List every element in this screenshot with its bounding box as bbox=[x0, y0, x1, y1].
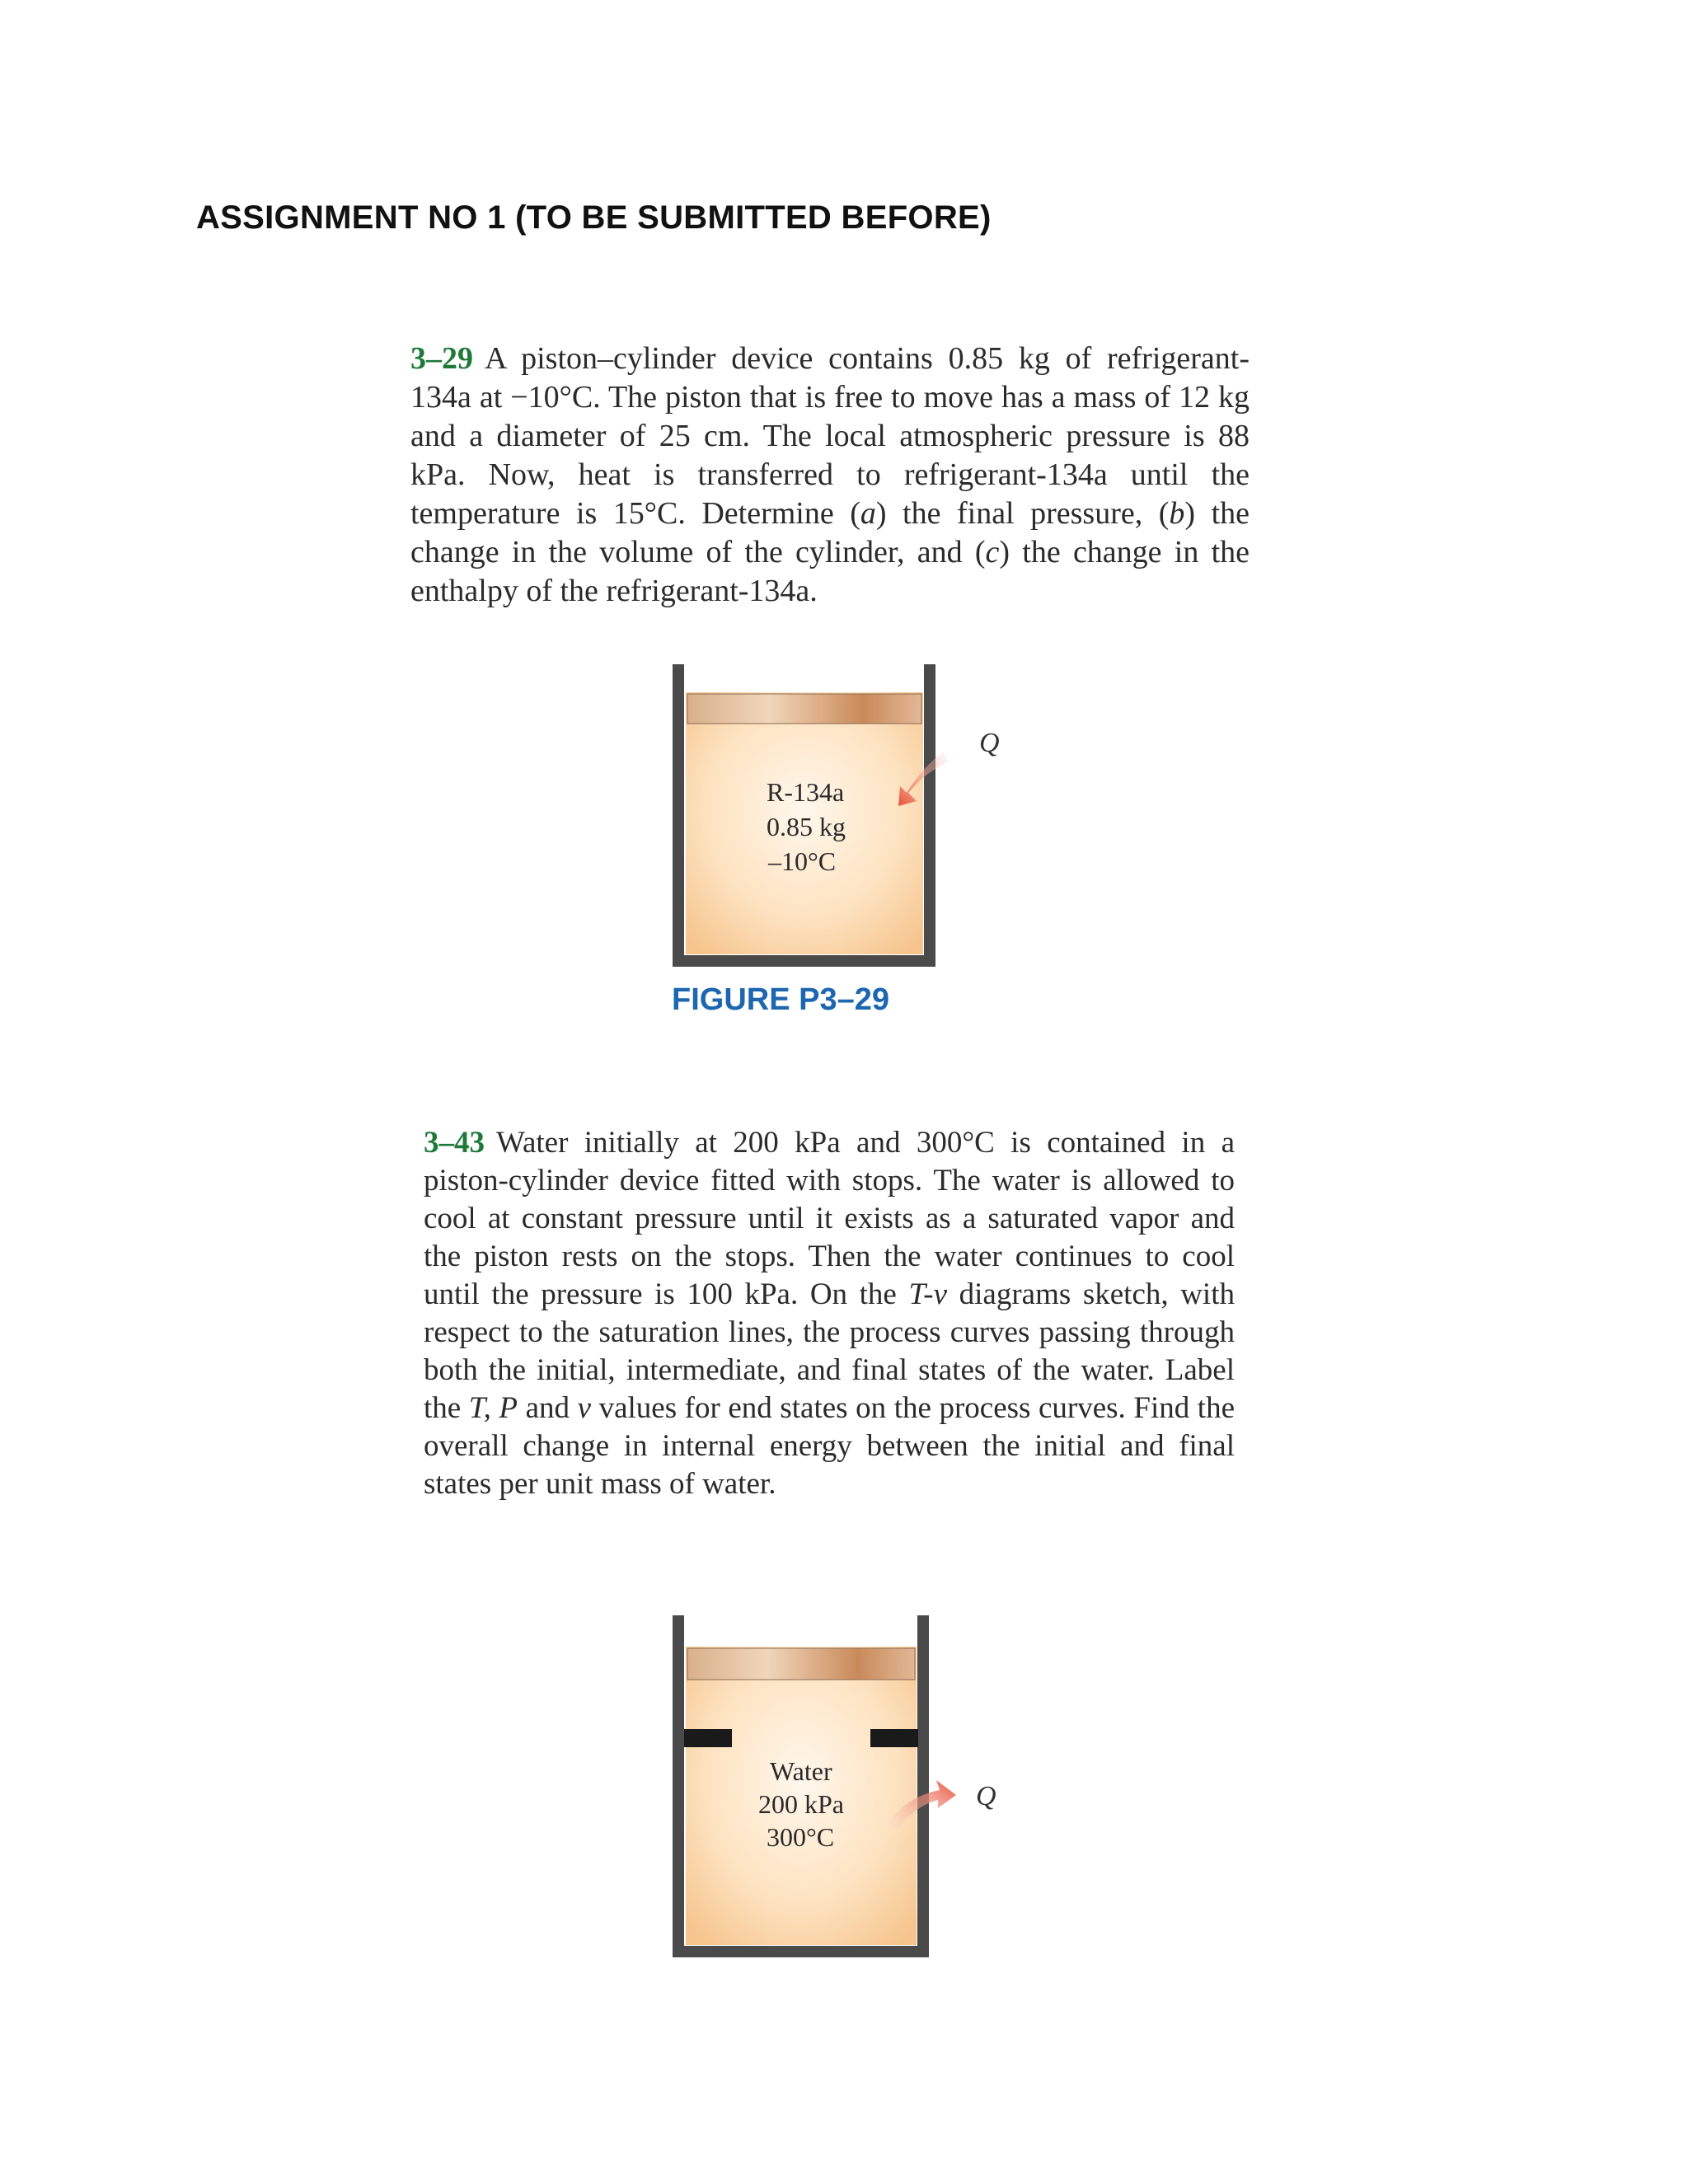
tp-label: T, P bbox=[468, 1391, 518, 1425]
heat-label: Q bbox=[976, 1781, 996, 1811]
problem-text: values for end states on the process curves. Find the overall change in internal energy between the initial and final states per unit mass of water. bbox=[424, 1391, 1235, 1501]
fluid-temperature: 300°C bbox=[767, 1822, 835, 1852]
fluid-name: R-134a bbox=[767, 777, 845, 807]
problem-3-43 bbox=[424, 1124, 1235, 1503]
problem-text: ) the final pressure, ( bbox=[875, 496, 1170, 531]
figure-p3-29 bbox=[678, 664, 1000, 961]
piston bbox=[687, 694, 921, 724]
assignment-heading: ASSIGNMENT NO 1 (TO BE SUBMITTED BEFORE) bbox=[196, 199, 992, 236]
problem-text: A piston–cylinder device contains 0.85 kg of refrigerant-134a at −10°C. The piston that is free to move has a mass of 12 kg and a diameter of 25 cm. The local atmospheric pressure is 88 kPa. Now, heat is transferred to refrigerant-134a until the temperature is 15°C. Determine ( bbox=[410, 341, 1250, 531]
problem-number: 3–29 bbox=[410, 341, 473, 376]
fluid-mass: 0.85 kg bbox=[767, 812, 846, 841]
part-b: b bbox=[1169, 496, 1185, 531]
figure-caption: FIGURE P3–29 bbox=[672, 982, 889, 1017]
part-a: a bbox=[860, 496, 876, 531]
stop-left bbox=[684, 1729, 732, 1747]
tv-diagram-label: T-v bbox=[908, 1277, 948, 1311]
fluid-pressure: 200 kPa bbox=[758, 1789, 844, 1819]
problem-text: diagrams sketch, with respect to the saturation lines, the process curves passing through both the initial, intermediate, and final states of the water. Label the bbox=[424, 1277, 1235, 1425]
problem-text: and bbox=[518, 1391, 578, 1425]
figure-p3-43 bbox=[678, 1615, 996, 1952]
piston bbox=[687, 1648, 915, 1680]
v-label: v bbox=[577, 1391, 592, 1425]
part-c: c bbox=[985, 535, 1000, 569]
stop-right bbox=[870, 1729, 918, 1747]
fluid-name: Water bbox=[770, 1756, 832, 1786]
problem-text: Water initially at 200 kPa and 300°C is contained in a piston-cylinder device fitted with stops. The water is allowed to cool at constant pressure until it exists as a saturated vapor and the piston rests on the stops. Then the water continues to cool until the pressure is 100 kPa. On the bbox=[424, 1126, 1235, 1311]
problem-number: 3–43 bbox=[424, 1126, 485, 1160]
fluid-temperature: –10°C bbox=[768, 846, 837, 876]
heat-label: Q bbox=[979, 728, 1000, 758]
problem-text: ) the change in the enthalpy of the refrigerant-134a. bbox=[410, 535, 1250, 608]
problem-text: ) the change in the volume of the cylinder, and ( bbox=[410, 496, 1250, 569]
